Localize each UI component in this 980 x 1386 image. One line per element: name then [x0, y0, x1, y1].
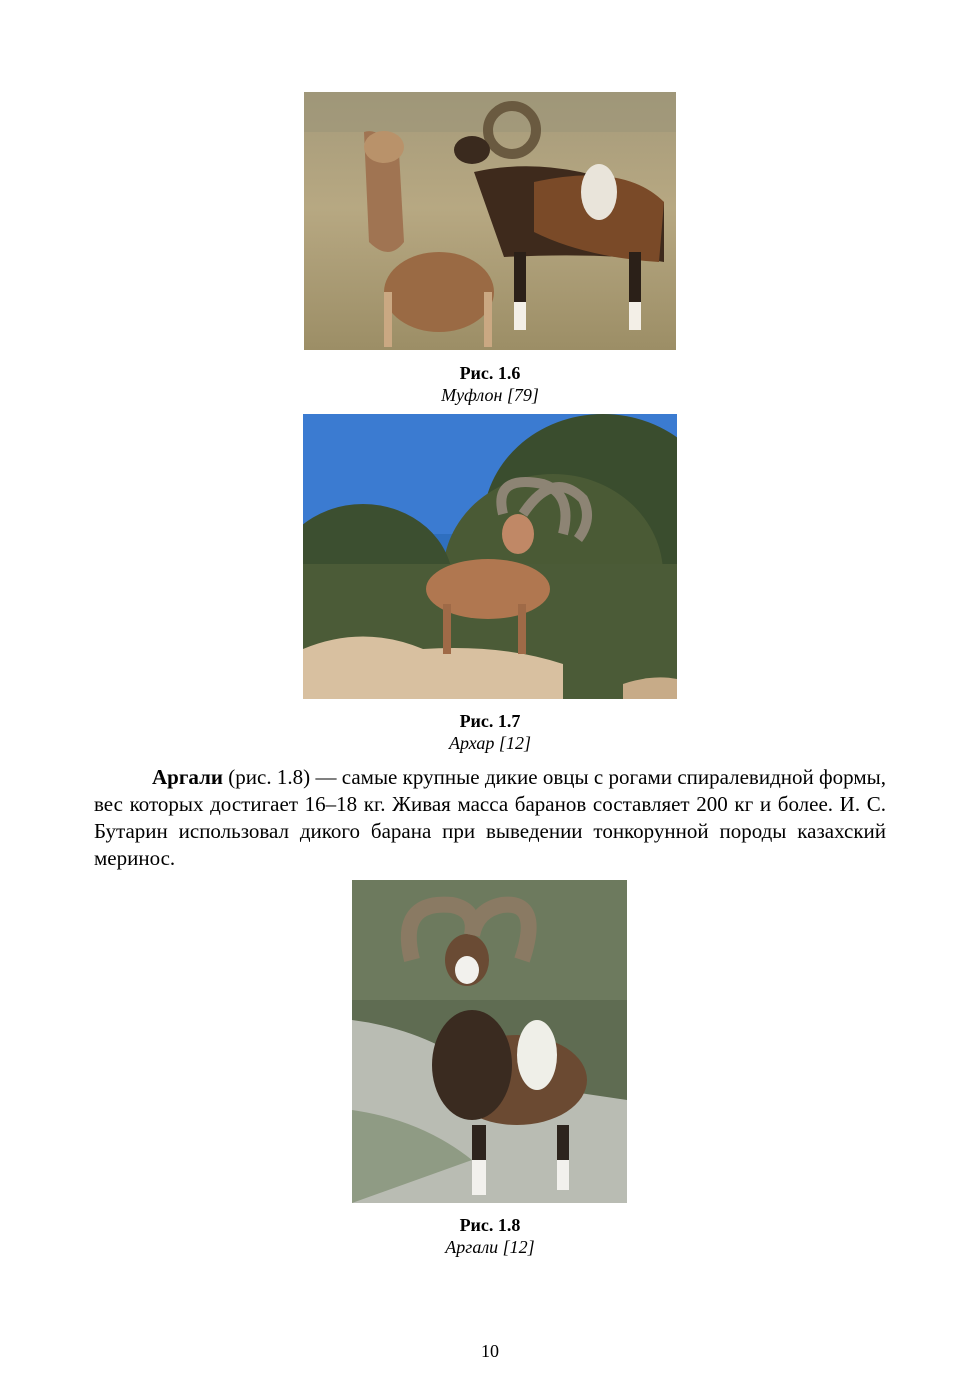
- figure-1-7-number: Рис. 1.7: [459, 711, 521, 731]
- paragraph-text: (рис. 1.8) — самые крупные дикие овцы с рогами спиралевидной формы, вес которых достигает 16–18 кг. Живая масса баранов составляет 200 кг и более. И. С. Бутарин использовал дикого барана при выведении тонкорунной породы казахский меринос.: [94, 765, 886, 870]
- figure-1-7-title: Архар [12]: [449, 733, 531, 753]
- figure-1-8-number: Рис. 1.8: [459, 1215, 521, 1235]
- page-number: 10: [481, 1341, 499, 1361]
- figure-1-7-image: [303, 414, 677, 699]
- figure-1-6-number: Рис. 1.6: [459, 363, 521, 383]
- term-argali: Аргали: [152, 765, 223, 789]
- figure-1-6-title: Муфлон [79]: [441, 385, 539, 405]
- figure-1-8-image: [352, 880, 627, 1203]
- figure-1-8-title: Аргали [12]: [445, 1237, 535, 1257]
- figure-1-6-image: [304, 92, 676, 350]
- body-paragraph: [94, 764, 886, 872]
